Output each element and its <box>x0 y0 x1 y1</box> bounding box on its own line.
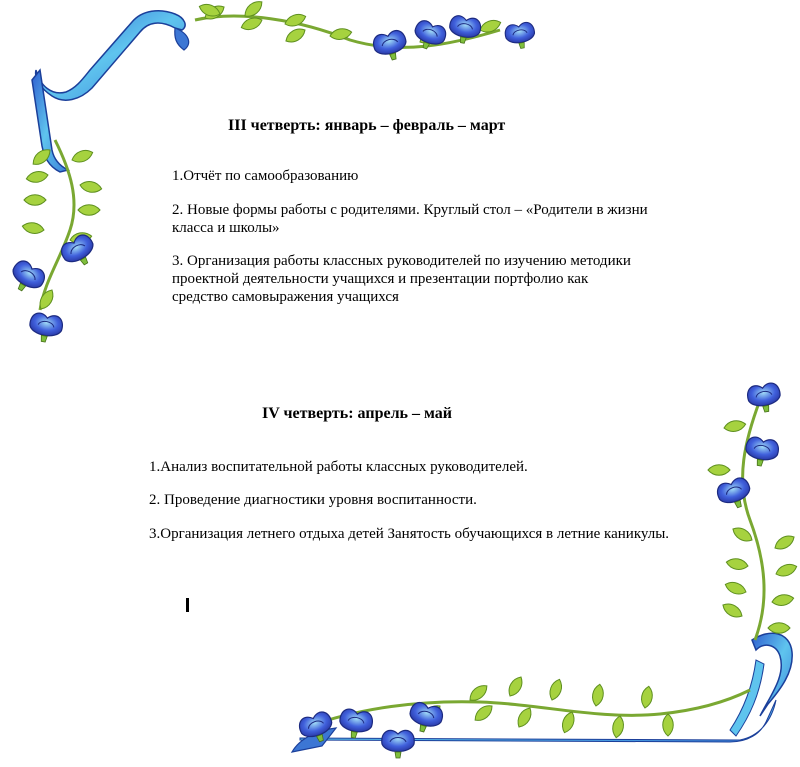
text-cursor <box>186 598 189 612</box>
section-4-item-1: 1.Анализ воспитательной работы классных руководителей. <box>149 459 528 475</box>
section-3-title: III четверть: январь – февраль – март <box>228 117 506 134</box>
section-4-title: IV четверть: апрель – май <box>262 405 453 422</box>
section-4-item-2: 2. Проведение диагностики уровня воспитанности. <box>149 492 477 508</box>
section-3-item-1: 1.Отчёт по самообразованию <box>172 168 359 184</box>
floral-corner-bottom-right <box>292 382 798 758</box>
section-4-item-3: 3.Организация летнего отдыха детей Занятость обучающихся в летние каникулы. <box>149 526 670 542</box>
section-3-item-2: 2. Новые формы работы с родителями. Круглый стол – «Родители в жизни класса и школы» <box>172 202 648 236</box>
section-3-item-3: 3. Организация работы классных руководителей по изучению методики проектной деятельности учащихся и презентации портфолио как средство самовыражения учащихся <box>172 253 631 305</box>
